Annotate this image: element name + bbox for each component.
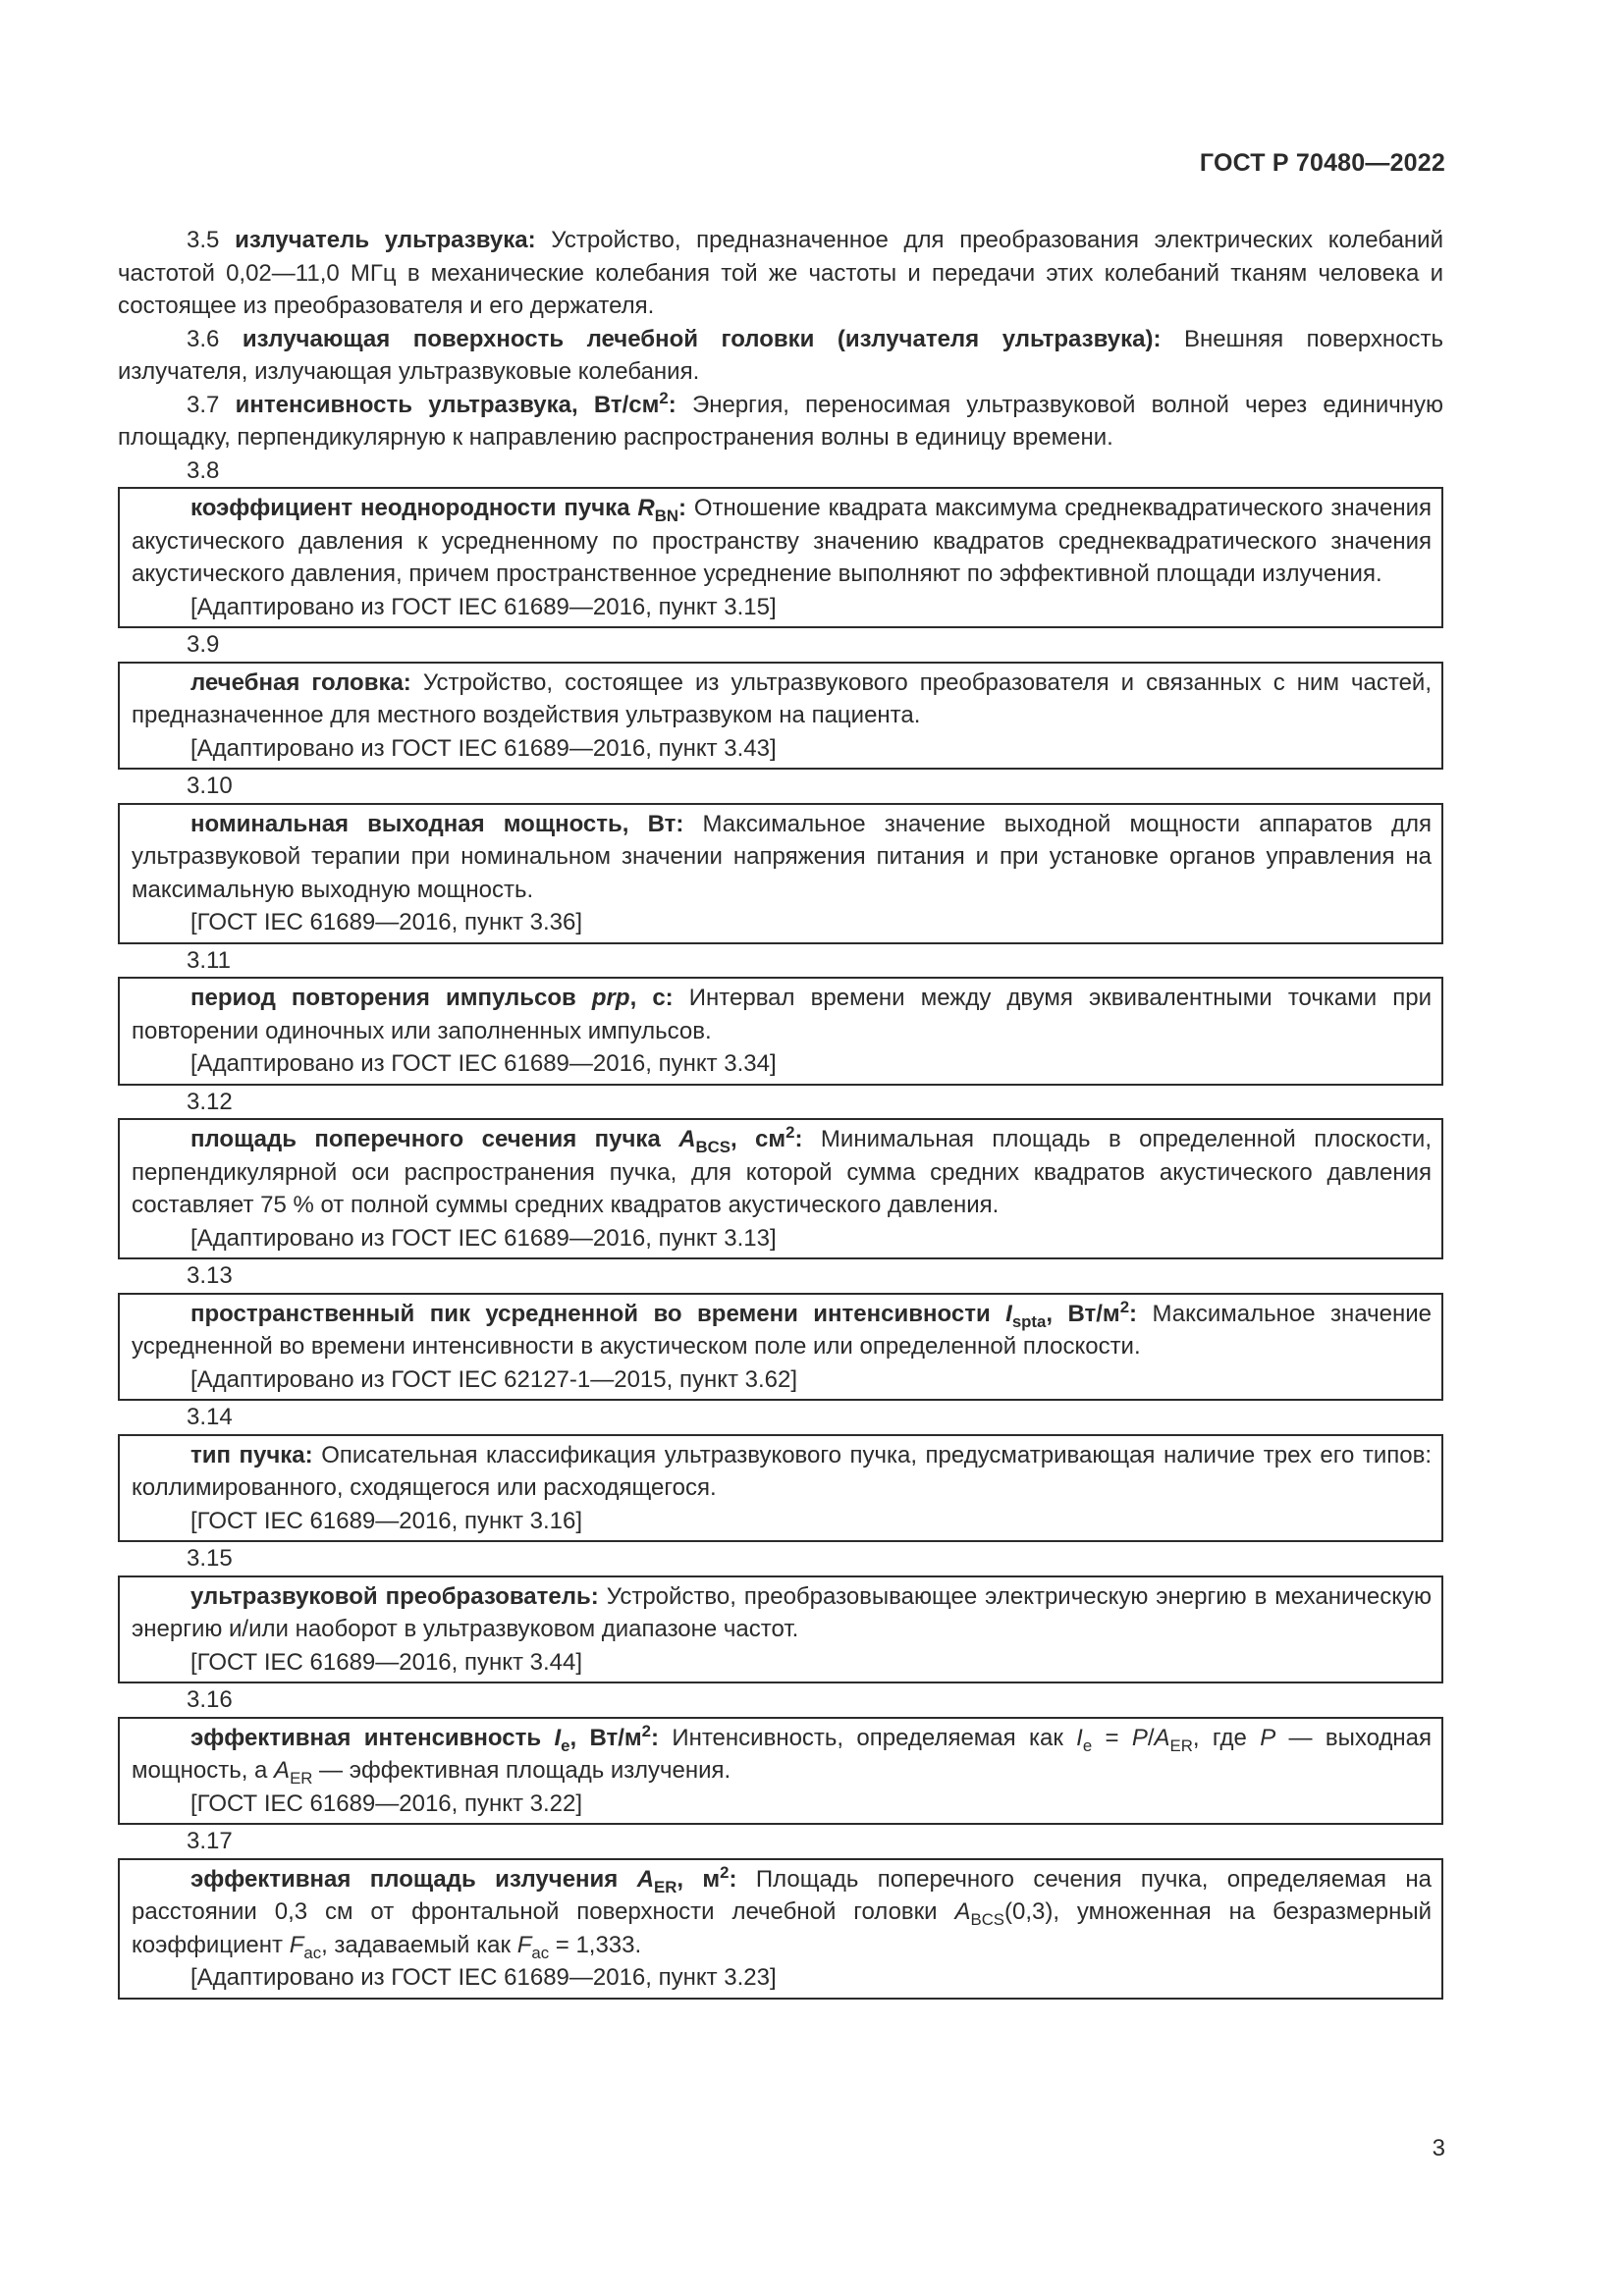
definition-text: Энергия, переносимая ультразвуковой волной через единичную площадку, перпендикулярную к направлению распространения волны в единицу времени. [118, 391, 1444, 451]
source-reference: [ГОСТ IEC 61689—2016, пункт 3.36] [190, 909, 583, 935]
item-number: 3.6 [187, 325, 220, 352]
source-reference: [Адаптировано из ГОСТ IEC 61689—2016, пункт 3.13] [190, 1224, 777, 1252]
term: номинальная выходная мощность, Вт: [190, 810, 684, 837]
entry-number-3-10: 3.10 [187, 773, 233, 799]
entry-number-3-13: 3.13 [187, 1262, 233, 1289]
source-reference: [Адаптировано из ГОСТ IEC 61689—2016, пункт 3.34] [190, 1050, 777, 1077]
entry-number-3-14: 3.14 [187, 1404, 233, 1430]
definition-box-3-11 [118, 977, 1443, 1086]
term: лечебная головка: [190, 668, 411, 696]
definition-text: Максимальное значение усредненной во времени интенсивности в акустическом поле или определенной плоскости. [132, 1300, 1432, 1360]
definition-text: Отношение квадрата максимума среднеквадратического значения акустического давления к усредненному по пространству значению квадратов среднеквадратического значения акустического давления, причем пространственное усреднение выполняют по эффективной площади излучения. [132, 495, 1432, 587]
definition-text: Устройство, состоящее из ультразвукового преобразователя и связанных с ним частей, предназначенное для местного воздействия ультразвуком на пациента. [132, 668, 1432, 728]
definition-3-12 [132, 1123, 1432, 1222]
definition-box-3-16 [118, 1717, 1443, 1826]
term: излучающая поверхность лечебной головки (излучателя ультразвука): [242, 325, 1162, 352]
term: интенсивность ультразвука, $Вт/см^2$: [235, 388, 677, 418]
definition-box-3-15 [118, 1575, 1443, 1684]
definition-3-13 [132, 1298, 1432, 1363]
definition-box-3-17 [118, 1858, 1443, 2000]
definition-box-3-12 [118, 1118, 1443, 1259]
term: ультразвуковой преобразователь: [190, 1582, 599, 1610]
document-number-header: ГОСТ Р 70480—2022 [1199, 149, 1445, 177]
source-reference: [ГОСТ IEC 61689—2016, пункт 3.44] [190, 1648, 583, 1676]
definition-text: Устройство, преобразовывающее электрическую энергию в механическую энергию и/или наоборот в ультразвуковом диапазоне частот. [132, 1582, 1432, 1642]
definition-3-14 [132, 1439, 1432, 1505]
definition-text: Минимальная площадь в определенной плоскости, перпендикулярной оси распространения пучка, для которой сумма средних квадратов акустического давления составляет 75 % от полной суммы средних квадратов акустического давления. [132, 1126, 1433, 1218]
definition-3-11 [132, 982, 1432, 1047]
definition-3-17 [132, 1863, 1432, 1962]
definition-box-3-13 [118, 1293, 1443, 1402]
source-reference: [ГОСТ IEC 61689—2016, пункт 3.16] [190, 1507, 583, 1534]
item-number: 3.5 [187, 227, 220, 253]
definition-3-9 [132, 667, 1432, 732]
definition-text: Площадь поперечного сечения пучка, определяемая на расстоянии 0,3 см от фронтальной поверхности лечебной головки $A_{BCS}(0,3)$, умноженная на безразмерный коэффициент $F_{ac}$, задаваемый как $F_{ac} = 1,333$. [132, 1865, 1433, 1962]
definition-3-7 [118, 389, 1443, 454]
entry-number-3-16: 3.16 [187, 1686, 233, 1713]
definition-box-3-10 [118, 803, 1443, 944]
definition-3-16 [132, 1722, 1432, 1788]
definition-3-5 [118, 224, 1443, 323]
definition-text: Интенсивность, определяемая как $I_e = P/A_{ER}$, где P — выходная мощность, а $A_{ER}$ — эффективная площадь излучения. [132, 1724, 1433, 1788]
term: пространственный пик усредненной во времени интенсивности $I_{spta}$, $Вт/м^2$: [190, 1297, 1138, 1331]
term: период повторения импульсов prp, с: [190, 985, 674, 1011]
entry-number-3-9: 3.9 [187, 631, 220, 658]
source-reference: [ГОСТ IEC 61689—2016, пункт 3.22] [190, 1789, 583, 1817]
term: коэффициент неоднородности пучка $R_{BN}$: [190, 495, 687, 525]
entry-number-3-15: 3.15 [187, 1545, 233, 1572]
definition-text: Внешняя поверхность излучателя, излучающая ультразвуковые колебания. [118, 325, 1443, 385]
term: эффективная интенсивность $I_e$, $Вт/м^2$: [190, 1721, 659, 1755]
page-number: 3 [1432, 2135, 1445, 2162]
entry-number-3-11: 3.11 [187, 946, 231, 974]
source-reference: [Адаптировано из ГОСТ IEC 62127-1—2015, пункт 3.62] [190, 1365, 798, 1393]
term: площадь поперечного сечения пучка $A_{BCS}$, $см^2$: [190, 1123, 803, 1156]
source-reference: [Адаптировано из ГОСТ IEC 61689—2016, пункт 3.43] [190, 734, 777, 762]
entry-number-3-17: 3.17 [187, 1828, 233, 1854]
definition-text: Максимальное значение выходной мощности аппаратов для ультразвуковой терапии при номинальном значении напряжения питания и при установке органов управления на максимальную выходную мощность. [132, 810, 1433, 903]
definition-3-6 [118, 323, 1443, 389]
definition-3-15 [132, 1580, 1432, 1646]
definition-text: Интервал времени между двумя эквивалентными точками при повторении одиночных или заполненных импульсов. [132, 985, 1432, 1044]
term: излучатель ультразвука: [235, 227, 536, 253]
item-number: 3.7 [187, 391, 220, 418]
definition-text: Описательная классификация ультразвукового пучка, предусматривающая наличие трех его типов: коллимированного, сходящегося или расходящегося. [132, 1441, 1432, 1501]
definition-box-3-14 [118, 1434, 1443, 1543]
entry-number-3-8: 3.8 [187, 456, 220, 484]
definition-box-3-8 [118, 487, 1443, 628]
term: тип пучка: [190, 1441, 313, 1468]
definition-3-10 [132, 808, 1432, 907]
document-body [118, 224, 1443, 2000]
definition-box-3-9 [118, 662, 1443, 771]
entry-number-3-12: 3.12 [187, 1088, 233, 1115]
source-reference: [Адаптировано из ГОСТ IEC 61689—2016, пункт 3.23] [190, 1964, 777, 1991]
term: эффективная площадь излучения $A_{ER}$, $м^2$: [190, 1862, 737, 1896]
definition-text: Устройство, предназначенное для преобразования электрических колебаний частотой 0,02—11,0 МГц в механические колебания той же частоты и передачи этих колебаний тканям человека и состоящее из преобразователя и его держателя. [118, 227, 1443, 319]
definition-3-8 [132, 492, 1432, 591]
source-reference: [Адаптировано из ГОСТ IEC 61689—2016, пункт 3.15] [190, 593, 777, 620]
